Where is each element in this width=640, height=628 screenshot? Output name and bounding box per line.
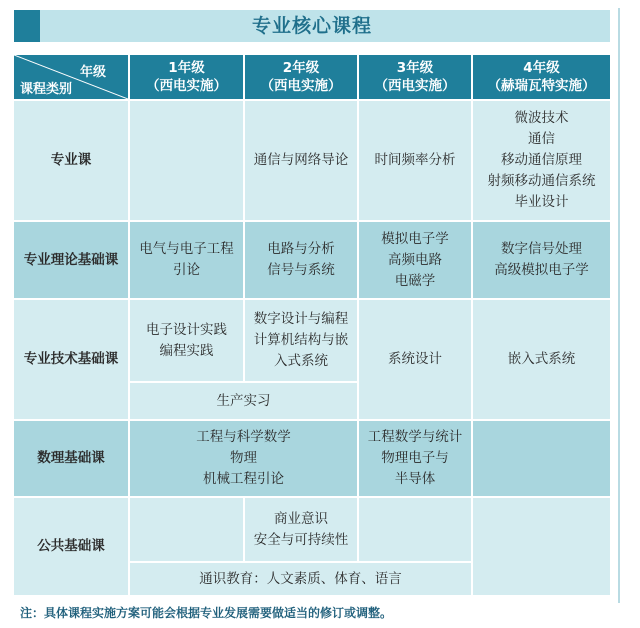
cell-general-year4: [473, 498, 610, 595]
corner-grade-label: 年级: [80, 65, 107, 80]
cell-tech-year2: 数字设计与编程 计算机结构与嵌 入式系统: [245, 300, 357, 381]
header-year-1: [130, 55, 243, 99]
cell-theory-year3: 模拟电子学 高频电路 电磁学: [359, 222, 471, 298]
cell-general-year1: [130, 498, 243, 561]
header-year-3-grade: 3年级: [396, 60, 434, 76]
category-theory: 专业理论基础课: [14, 222, 128, 298]
cell-theory-year4: 数字信号处理 高级模拟电子学: [473, 222, 610, 298]
cell-theory-year1: 电气与电子工程 引论: [130, 222, 243, 298]
right-border-line: [618, 8, 620, 603]
header-year-1-grade: 1年级: [168, 60, 205, 76]
cell-major-year4: 微波技术 通信 移动通信原理 射频移动通信系统 毕业设计: [473, 101, 610, 220]
header-year-2-impl: （西电实施）: [260, 78, 342, 94]
header-year-4: [473, 55, 610, 99]
category-general: 公共基础课: [14, 498, 128, 595]
cell-tech-year4: 嵌入式系统: [473, 300, 610, 419]
cell-math-year1-2: 工程与科学数学 物理 机械工程引论: [130, 421, 357, 496]
footnote: 注：具体课程实施方案可能会根据专业发展需要做适当的修订或调整。: [20, 606, 393, 620]
header-year-4-grade: 4年级: [523, 60, 560, 76]
cell-general-year2: 商业意识 安全与可持续性: [245, 498, 357, 561]
corner-category-label: 课程类别: [20, 82, 73, 97]
category-major: 专业课: [14, 101, 128, 220]
category-tech: 专业技术基础课: [14, 300, 128, 419]
cell-tech-year1-2: 生产实习: [130, 383, 357, 419]
cell-general-year1-3: 通识教育：人文素质、体育、语言: [130, 563, 471, 595]
category-math: 数理基础课: [14, 421, 128, 496]
cell-math-year4: [473, 421, 610, 496]
cell-major-year2: 通信与网络导论: [245, 101, 357, 220]
page-title: 专业核心课程: [251, 15, 372, 37]
cell-major-year3: 时间频率分析: [359, 101, 471, 220]
cell-major-year1: [130, 101, 243, 220]
header-year-3-impl: （西电实施）: [374, 78, 456, 94]
cell-tech-year1: 电子设计实践 编程实践: [130, 300, 243, 381]
header-year-3: [359, 55, 471, 99]
header-year-2: [245, 55, 357, 99]
cell-general-year3: [359, 498, 471, 561]
header-year-4-impl: （赫瑞瓦特实施）: [487, 78, 596, 94]
title-bar: [14, 10, 610, 42]
header-year-1-impl: （西电实施）: [146, 78, 227, 94]
cell-math-year3: 工程数学与统计 物理电子与 半导体: [359, 421, 471, 496]
header-year-2-grade: 2年级: [282, 60, 320, 76]
cell-theory-year2: 电路与分析 信号与系统: [245, 222, 357, 298]
cell-tech-year3: 系统设计: [359, 300, 471, 419]
